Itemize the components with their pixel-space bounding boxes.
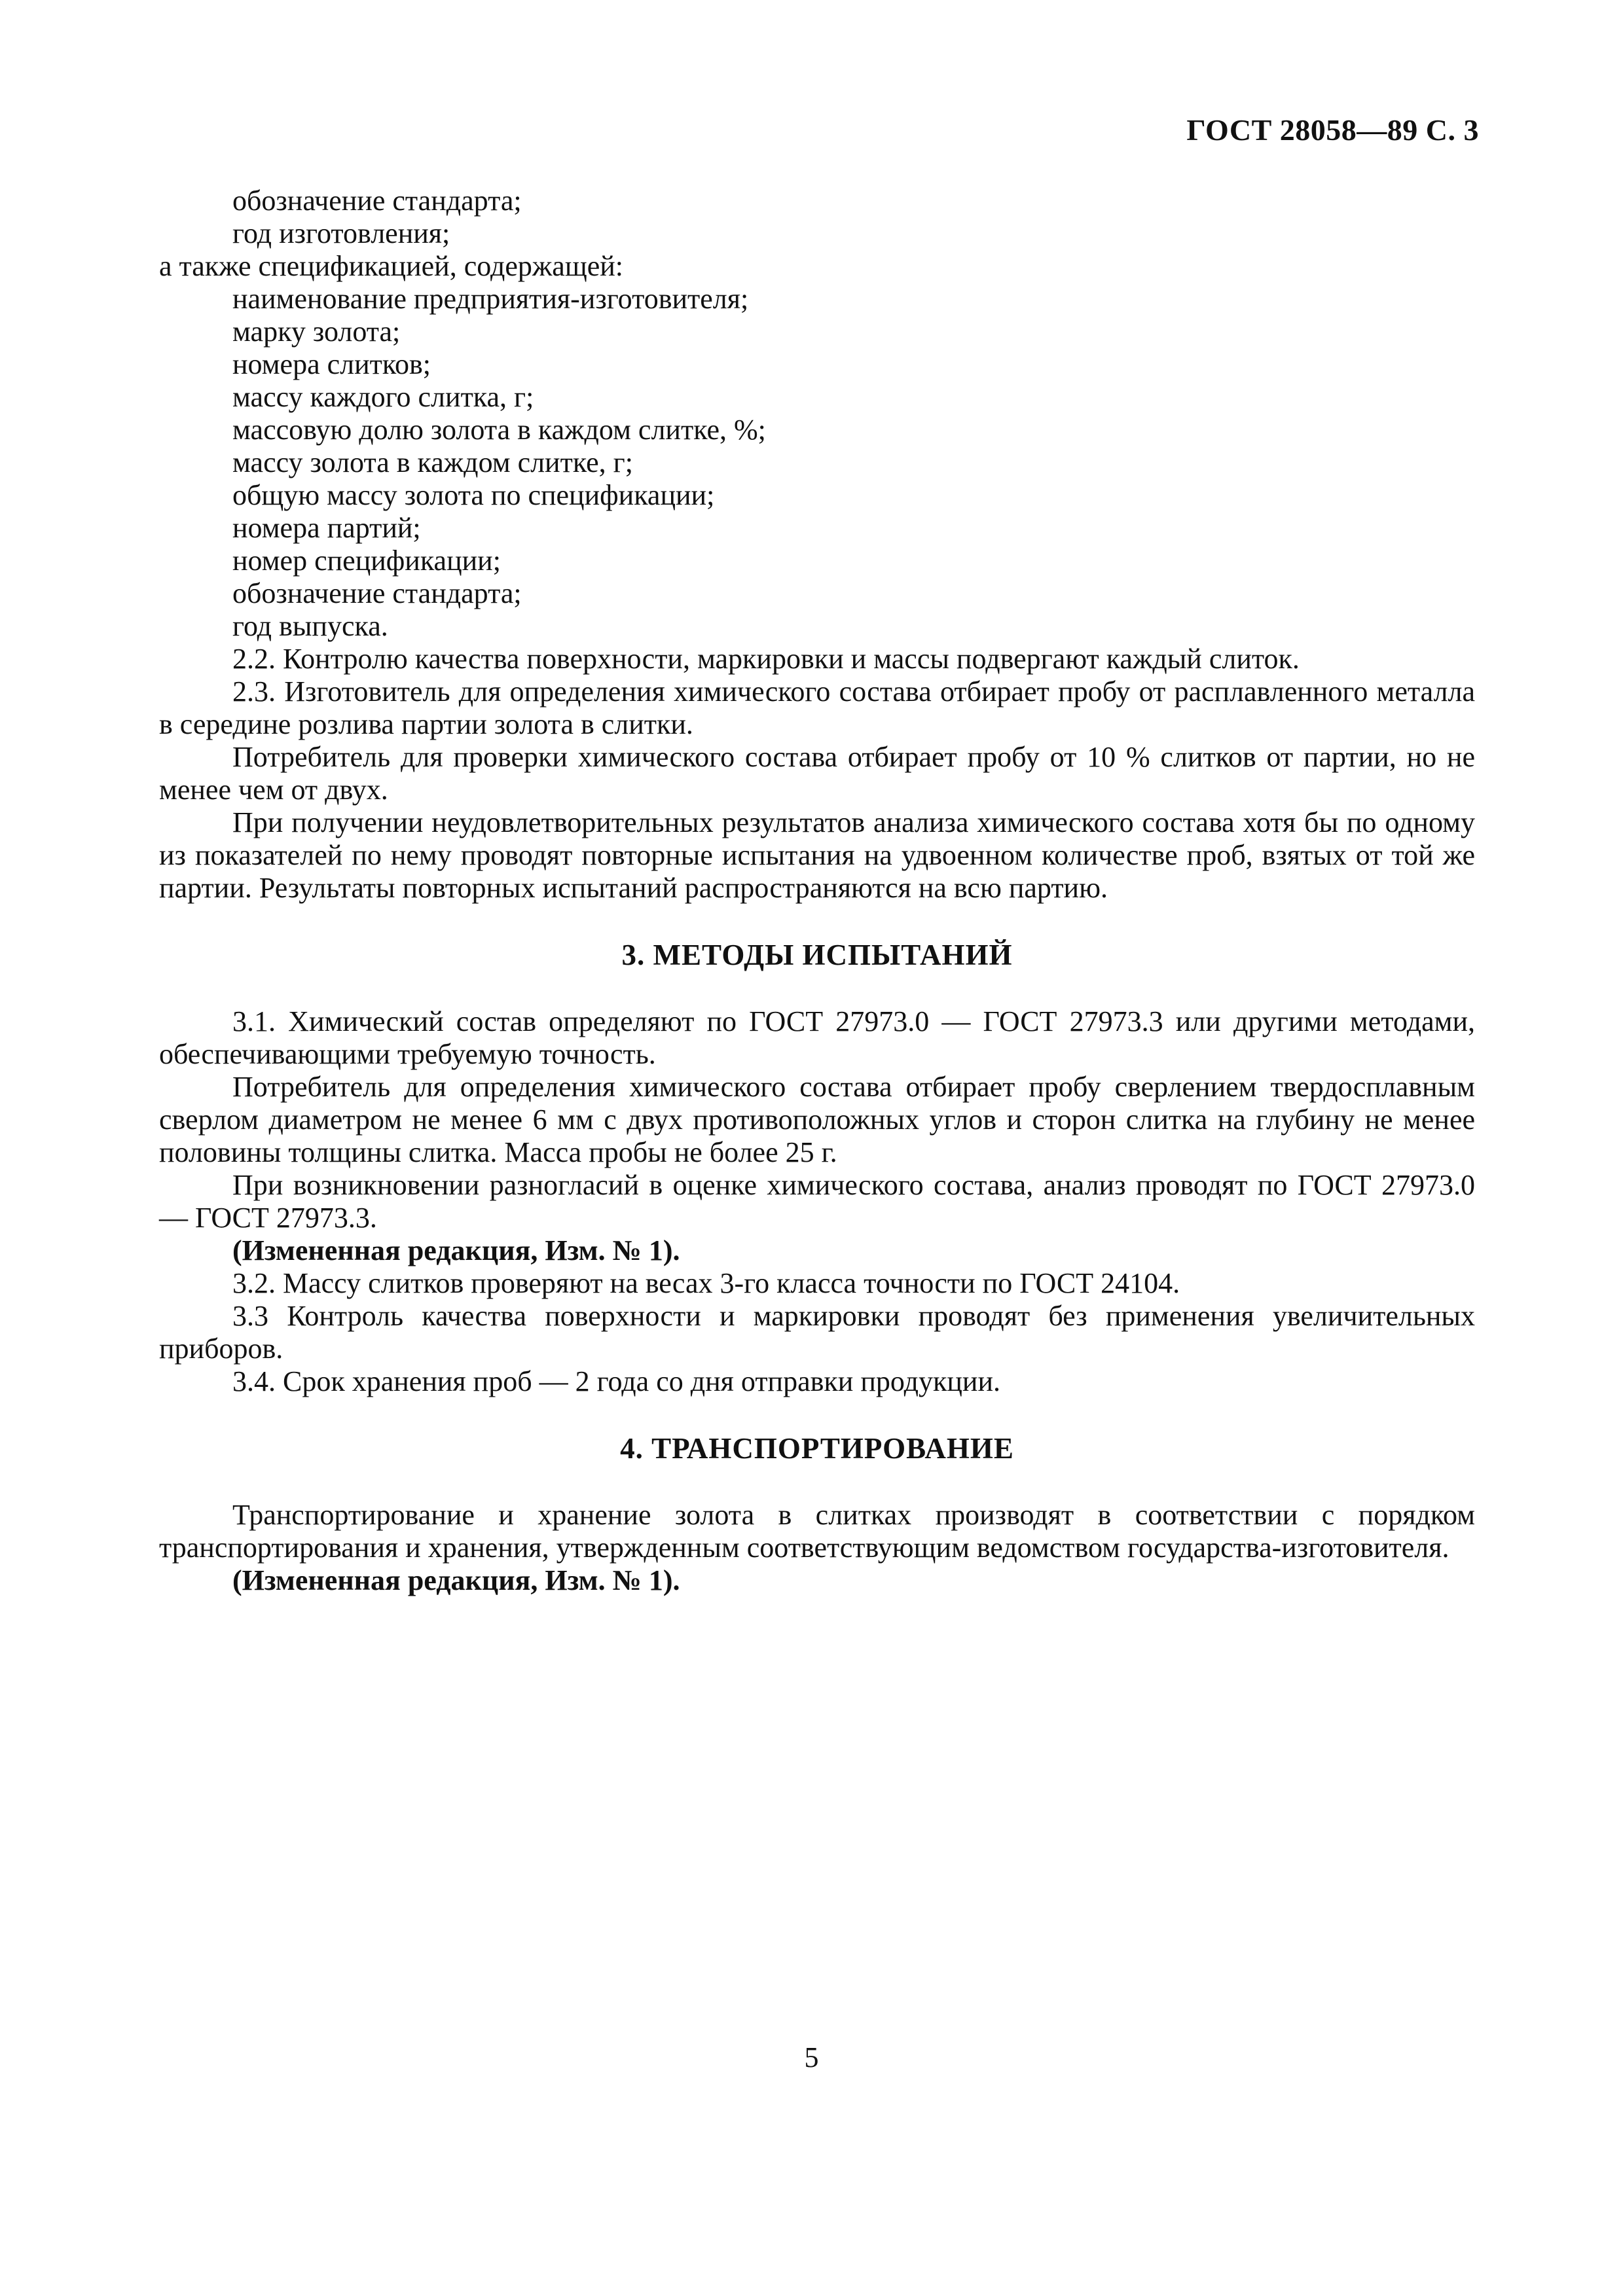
page-number: 5 [804,2041,819,2073]
list-item: массовую долю золота в каждом слитке, %; [232,414,766,446]
list-item: год изготовления; [232,217,450,249]
clause-3-1: 3.1. Химический состав определяют по ГОСТ 27973.0 — ГОСТ 27973.3 или другими методами, обеспечивающими требуемую точность. [159,1005,1475,1070]
amendment-note: (Измененная редакция, Изм. № 1). [232,1234,680,1266]
list-item: обозначение стандарта; [232,577,522,609]
page-body [159,185,1475,1597]
clause-2-3: 2.3. Изготовитель для определения химического состава отбирает пробу от расплавленного металла в середине розлива партии золота в слитки. [159,675,1475,740]
spec-intro: а также спецификацией, содержащей: [159,250,624,282]
amendment-note: (Измененная редакция, Изм. № 1). [232,1564,680,1596]
section-3-heading: 3. МЕТОДЫ ИСПЫТАНИЙ [621,939,1013,971]
paragraph: При возникновении разногласий в оценке химического состава, анализ проводят по ГОСТ 27973.0 — ГОСТ 27973.3. [159,1169,1475,1234]
clause-3-3: 3.3 Контроль качества поверхности и маркировки проводят без применения увеличительных приборов. [159,1300,1475,1365]
paragraph: При получении неудовлетворительных результатов анализа химического состава хотя бы по одному из показателей по нему проводят повторные испытания на удвоенном количестве проб, взятых от той же партии. Результаты повторных испытаний распространяются на всю партию. [159,806,1475,904]
paragraph: Потребитель для определения химического состава отбирает пробу сверлением твердосплавным сверлом диаметром не менее 6 мм с двух противоположных углов и сторон слитка на глубину не менее половины толщины слитка. Масса пробы не более 25 г. [159,1071,1475,1168]
paragraph: Транспортирование и хранение золота в слитках производят в соответствии с порядком транспортирования и хранения, утвержденным соответствующим ведомством государства-изготовителя. [159,1499,1475,1564]
section-4-heading: 4. ТРАНСПОРТИРОВАНИЕ [620,1432,1014,1465]
list-item: номера партий; [232,512,421,544]
list-item: год выпуска. [232,610,388,642]
list-item: наименование предприятия-изготовителя; [232,283,749,315]
list-item: массу каждого слитка, г; [232,381,534,413]
list-item: номер спецификации; [232,545,501,577]
list-item: обозначение стандарта; [232,185,522,217]
paragraph: Потребитель для проверки химического состава отбирает пробу от 10 % слитков от партии, но не менее чем от двух. [159,741,1475,806]
list-item: марку золота; [232,315,401,348]
clause-2-2: 2.2. Контролю качества поверхности, маркировки и массы подвергают каждый слиток. [232,643,1300,675]
clause-3-4: 3.4. Срок хранения проб — 2 года со дня отправки продукции. [232,1365,1001,1397]
clause-3-2: 3.2. Массу слитков проверяют на весах 3-го класса точности по ГОСТ 24104. [232,1267,1180,1299]
list-item: номера слитков; [232,348,431,380]
list-item: массу золота в каждом слитке, г; [232,446,633,478]
list-item: общую массу золота по спецификации; [232,479,715,511]
running-header: ГОСТ 28058—89 С. 3 [1186,113,1479,147]
